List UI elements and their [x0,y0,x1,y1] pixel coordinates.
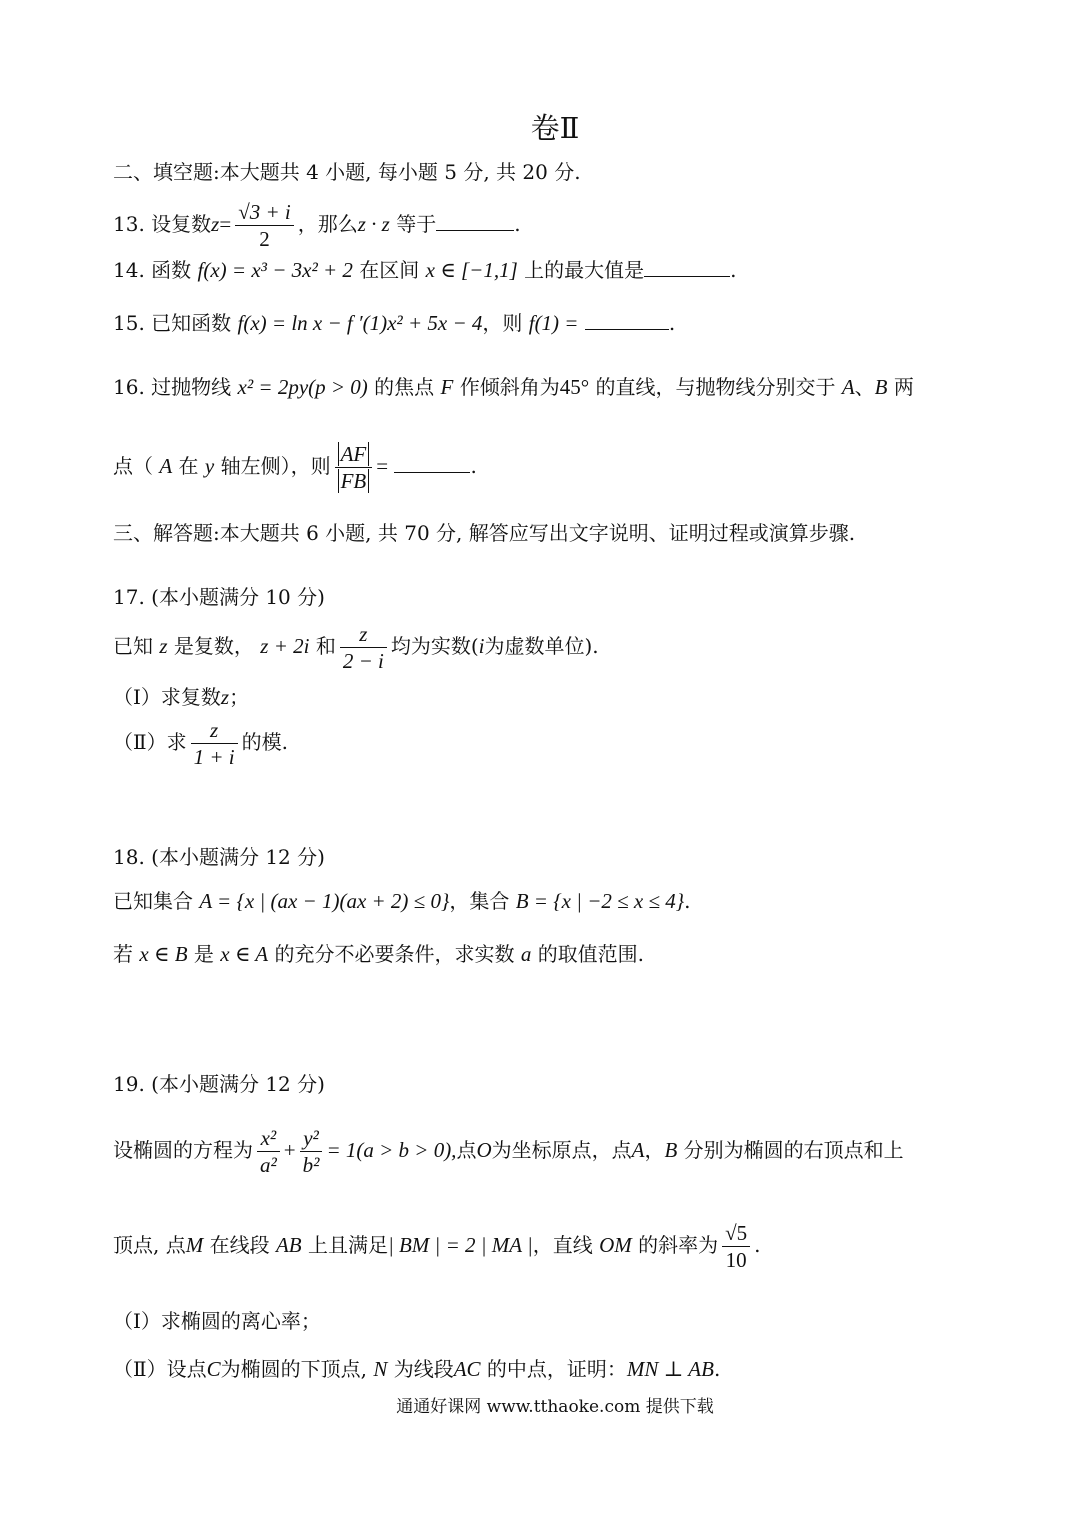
q19-l2-mid4: 的斜率为 [638,1233,719,1257]
q17-p2: （Ⅱ）求 [113,730,187,754]
q13-number: 13. [113,212,145,236]
q16-y-axis: y [204,454,215,478]
q15-expression-2: f(1) = [528,311,579,335]
q18-cond-2: x ∈ A [220,942,269,966]
q19-conclusion: MN ⊥ AB [626,1357,714,1381]
q15-answer-blank [585,311,669,330]
q19-point-c: C [206,1357,221,1381]
q16-l2-pre: 点（ [113,454,153,478]
q18-l2-post: 的充分不必要条件，求实数 [274,942,515,966]
q19-part-2 [113,1356,720,1382]
q18-end: . [684,889,691,913]
q16-mid: 的焦点 [374,375,435,399]
q17-post2: 为虚数单位). [484,634,599,658]
q13-mid: ，那么 [297,212,358,236]
q17-p2-end: 的模. [241,730,288,754]
q19-fy-num: y² [300,1126,323,1152]
q16-mid2: 作倾斜角为 [459,375,560,399]
question-18-stem [113,888,691,914]
q19-point-n: N [373,1357,388,1381]
footer-source: 通通好课网 www.tthaoke.com 提供下载 [396,1397,714,1417]
q14-number: 14. [113,258,145,282]
q17-p2-fraction [191,718,238,769]
q19-point-b: B [664,1138,678,1162]
q18-set-b: B = {x | −2 ≤ x ≤ 4} [515,889,685,913]
q16-angle: 45° [559,375,590,399]
q13-text: 设复数 [151,212,212,236]
q19-p2-mid3: 的中点，证明： [486,1357,627,1381]
q16-point-a: A [841,375,855,399]
q17-p2-num: z [191,718,238,744]
question-13 [113,196,521,252]
q19-fx-den: a² [260,1153,277,1177]
q14-post: 上的最大值是 [524,258,645,282]
q19-slope-den: 10 [725,1248,747,1272]
q14-answer-blank [644,258,730,277]
q13-post: 等于 [396,212,437,236]
q17-fraction [340,622,387,673]
q17-post: 均为实数( [390,634,479,658]
q19-frac-x [257,1126,280,1177]
q17-expression: z + 2i [260,634,310,658]
q13-answer-blank [436,212,514,231]
q17-p1-end: ； [229,685,250,709]
q17-frac-num: z [340,622,387,648]
q18-a: a [520,942,532,966]
q19-p2-end: . [713,1357,721,1381]
q13-denominator: 2 [259,227,270,251]
q16-sep: 、 [854,375,875,399]
q18-l2-mid: 是 [193,942,214,966]
q19-mid: 点 [456,1138,477,1162]
q18-l2-end: 的取值范围. [537,942,645,966]
sqrt-icon: √ [725,1221,737,1245]
q18-l2-pre: 若 [113,942,133,966]
q19-segment-ab: AB [275,1233,302,1257]
q13-fraction [235,200,294,251]
q13-num-expr: 3 + i [249,200,291,224]
q19-slope-num-val: 5 [736,1221,748,1245]
q19-p2-mid2: 为线段 [393,1357,454,1381]
question-14 [113,257,737,283]
q17-part-2 [113,712,288,772]
q19-condition: | BM | = 2 | MA | [387,1233,533,1257]
q19-slope-num [722,1221,750,1247]
q19-l2-end: . [754,1233,761,1257]
q19-l2-mid2: 上且满足 [307,1233,388,1257]
q17-p2-den: 1 + i [193,745,235,769]
q16-end1: 两 [893,375,914,399]
q17-frac-den: 2 − i [342,649,384,673]
question-19-stem-line-2 [113,1215,761,1275]
q19-line-om: OM [599,1233,632,1257]
q18-cond-1: x ∈ B [139,942,188,966]
q13-end: . [514,212,521,236]
q13-var: z [211,212,220,236]
q17-z: z [159,634,168,658]
q19-post: 分别为椭圆的右顶点和上 [683,1138,904,1162]
q19-heading: 19. (本小题满分 12 分) [113,1072,325,1096]
q16-point-a-2: A [159,454,173,478]
q13-eq: = [219,212,232,236]
q16-parabola: x² = 2py(p > 0) [237,375,368,399]
q16-l2-post: 轴左侧），则 [220,454,331,478]
q14-mid: 在区间 [359,258,420,282]
q15-mid: ，则 [482,311,523,335]
q16-point-b: B [874,375,888,399]
q17-and: 和 [315,634,336,658]
q14-end: . [730,258,737,282]
q16-text: 过抛物线 [151,375,232,399]
q19-segment-ac: AC [453,1357,481,1381]
q16-ratio-den [335,468,373,493]
q19-slope-fraction [722,1221,750,1272]
q19-point-a: A [631,1138,645,1162]
q18-set-a: A = {x | (ax − 1)(ax + 2) ≤ 0} [199,889,450,913]
q18-heading: 18. (本小题满分 12 分) [113,845,325,869]
q16-number: 16. [113,375,145,399]
q17-pre: 已知 [113,634,153,658]
q17-part-1 [113,684,249,710]
q15-end: . [668,311,676,335]
q13-numerator [235,200,294,226]
q17-heading: 17. (本小题满分 10 分) [113,585,325,609]
q18-pre: 已知集合 [113,889,193,913]
sqrt-icon: √ [238,200,250,224]
page-title: 卷Ⅱ [530,111,580,145]
q15-number: 15. [113,311,145,335]
q19-l2-pre: 顶点, 点 [113,1233,186,1257]
question-18-condition [113,941,644,967]
question-16-line-2 [113,436,477,496]
q19-point-m: M [185,1233,204,1257]
q19-l2-mid: 在线段 [209,1233,270,1257]
q17-i: i [478,634,485,658]
q17-p1-z: z [220,685,230,709]
q19-comma: ， [644,1138,665,1162]
q19-plus: + [283,1138,296,1162]
q19-mid2: 为坐标原点，点 [491,1138,632,1162]
q14-expression: f(x) = x³ − 3x² + 2 [197,258,353,282]
q16-af: AF [338,442,370,466]
q19-p2-mid: 为椭圆的下顶点, [220,1357,367,1381]
q14-interval: x ∈ [−1,1] [425,258,518,282]
q16-post: 的直线，与抛物线分别交于 [595,375,836,399]
q16-answer-blank [394,454,470,473]
q13-product: z · z [357,212,390,236]
q16-fb: FB [338,469,370,493]
q15-text: 已知函数 [151,311,232,335]
q17-p1: （Ⅰ）求复数 [113,685,221,709]
q18-mid: ，集合 [449,889,510,913]
q15-expression: f(x) = ln x − f ′(1)x² + 5x − 4 [237,311,483,335]
question-17-stem [113,616,599,676]
q19-pre: 设椭圆的方程为 [113,1138,253,1162]
q16-ratio-fraction [335,442,373,493]
q19-origin: O [476,1138,492,1162]
q19-eq: = 1(a > b > 0), [326,1138,457,1162]
q14-text: 函数 [151,258,192,282]
q16-ratio-num [335,442,373,468]
q19-frac-y [300,1126,323,1177]
q16-focus: F [440,375,454,399]
question-19-stem-line-1 [113,1120,904,1180]
question-15 [113,310,675,336]
section-fill-blank-heading: 二、填空题:本大题共 4 小题, 每小题 5 分, 共 20 分. [113,160,581,184]
question-16-line-1 [113,374,914,400]
section-solution-heading: 三、解答题:本大题共 6 小题, 共 70 分, 解答应写出文字说明、证明过程或演算步骤. [113,521,856,545]
q19-fx-num: x² [257,1126,280,1152]
q16-eq: = [376,454,389,478]
q17-mid: 是复数， [173,634,254,658]
q16-l2-mid: 在 [178,454,199,478]
q16-end: . [470,454,477,478]
q19-l2-mid3: ，直线 [532,1233,593,1257]
q19-fy-den: b² [302,1153,320,1177]
q19-part-1: （Ⅰ）求椭圆的离心率； [113,1309,321,1333]
q19-p2-pre: （Ⅱ）设点 [113,1357,207,1381]
